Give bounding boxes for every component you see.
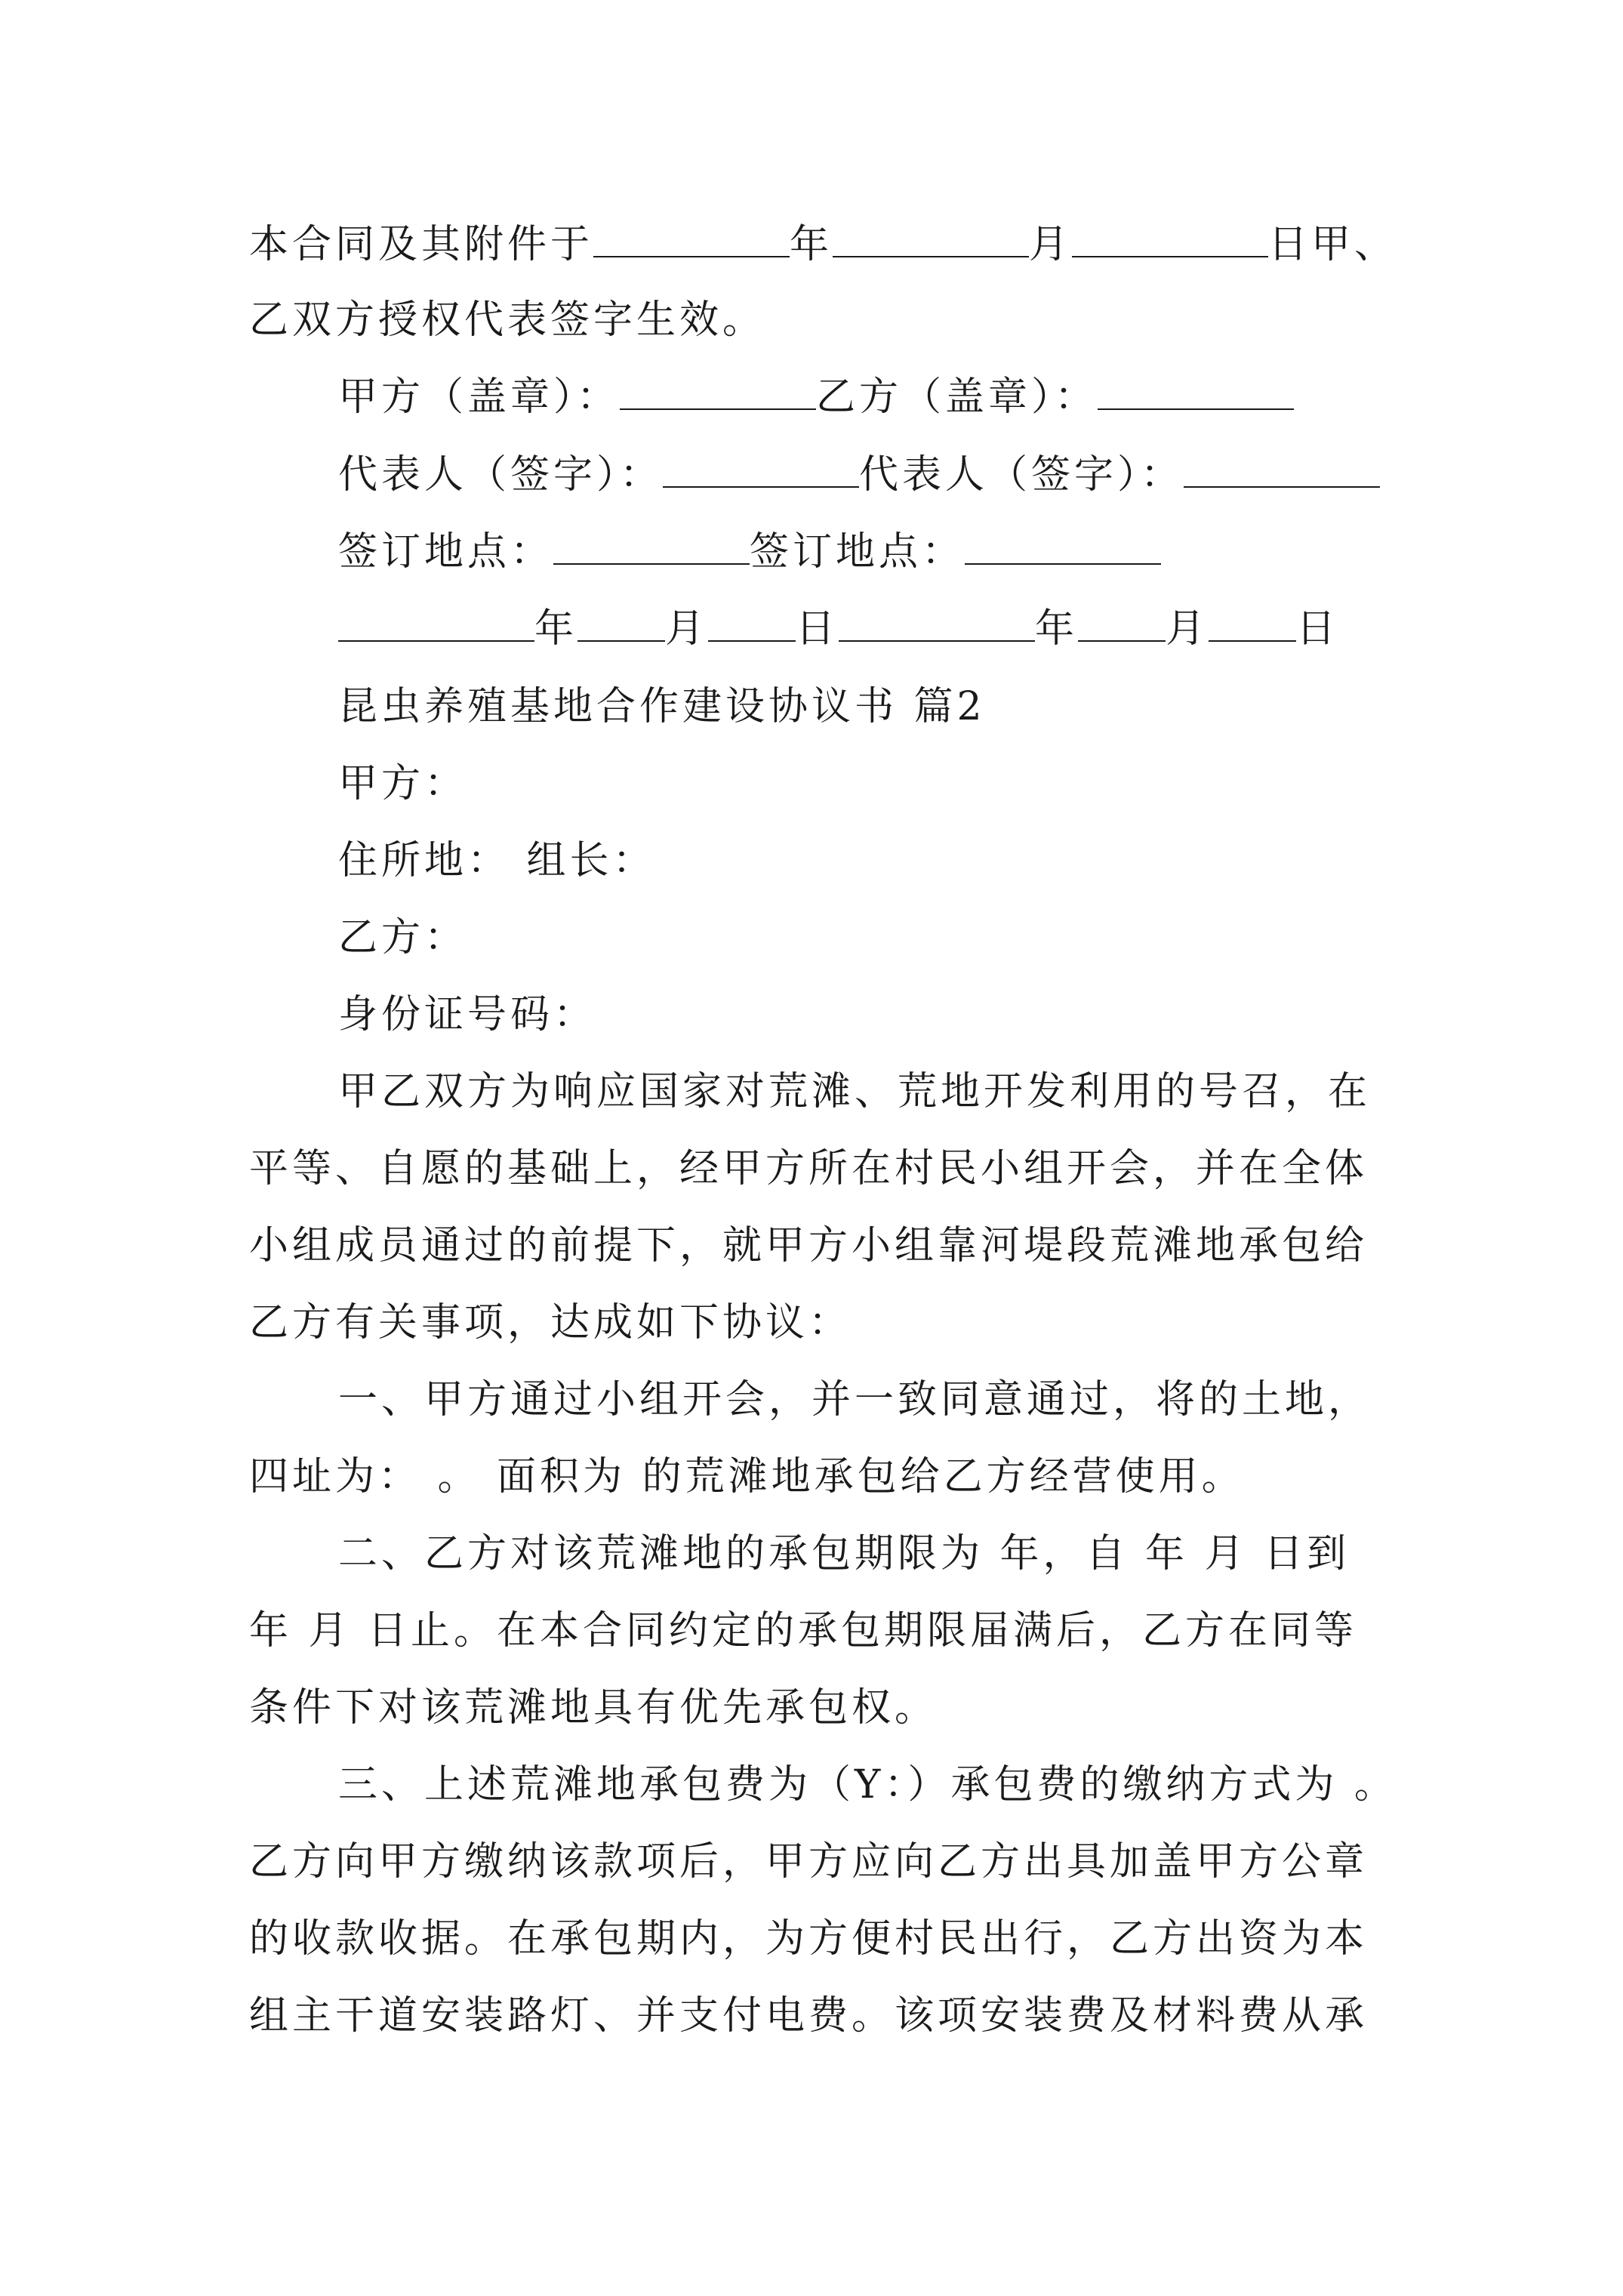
date-b-month-blank [1078, 606, 1166, 642]
signing-date-line [338, 605, 1339, 653]
year-blank [593, 221, 790, 257]
intro-line-2: 平等、自愿的基础上，经甲方所在村民小组开会，并在全体 [249, 1146, 1369, 1191]
effect-day-label: 日甲、 [1268, 222, 1398, 267]
date-b-day: 日 [1296, 606, 1340, 652]
representative-line [338, 451, 1380, 499]
clause-1-line-2: 四址为： 。 面积为 的荒滩地承包给乙方经营使用。 [249, 1454, 1245, 1499]
intro-line-3: 小组成员通过的前提下，就甲方小组靠河堤段荒滩地承包给 [249, 1223, 1369, 1268]
clause-3-line-1: 三、上述荒滩地承包费为（Y：）承包费的缴纳方式为 。 [338, 1762, 1397, 1808]
date-a-month-blank [577, 606, 665, 642]
place-b-blank [965, 529, 1161, 565]
rep-a-label: 代表人（签字）： [338, 452, 664, 498]
intro-line-4: 乙方有关事项，达成如下协议： [249, 1300, 852, 1345]
date-a-year: 年 [534, 606, 578, 652]
clause-2-line-1: 二、乙方对该荒滩地的承包期限为 年，自 年 月 日到 [338, 1531, 1350, 1576]
month-blank [833, 221, 1029, 257]
rep-b-blank [1184, 451, 1380, 488]
seal-line [338, 373, 1294, 421]
party-b-seal-label: 乙方（盖章）： [816, 374, 1098, 420]
party-a-seal-blank [620, 374, 816, 410]
party-a-label: 甲方： [338, 761, 468, 806]
date-b-year-blank [839, 606, 1035, 642]
date-a-year-blank [338, 606, 534, 642]
date-b-month: 月 [1166, 606, 1209, 652]
effect-clause-line-2: 乙双方授权代表签字生效。 [249, 297, 766, 343]
section-title: 昆虫养殖基地合作建设协议书 篇2 [338, 684, 986, 729]
effect-year-label: 年 [790, 222, 833, 267]
rep-b-label: 代表人（签字）： [859, 452, 1184, 498]
signing-place-line [338, 528, 1161, 576]
rep-a-blank [663, 451, 859, 488]
clause-3-line-3: 的收款收据。在承包期内，为方便村民出行，乙方出资为本 [249, 1916, 1369, 1962]
effect-clause-line-1 [249, 220, 1397, 269]
date-a-day-blank [708, 606, 796, 642]
intro-line-1: 甲乙双方为响应国家对荒滩、荒地开发利用的号召，在 [338, 1069, 1372, 1114]
clause-3-line-2: 乙方向甲方缴纳该款项后，甲方应向乙方出具加盖甲方公章 [249, 1839, 1369, 1885]
day-blank [1072, 221, 1268, 257]
party-b-label: 乙方： [338, 915, 468, 960]
party-b-seal-blank [1098, 374, 1294, 410]
clause-1-line-1: 一、甲方通过小组开会，并一致同意通过，将的土地， [338, 1377, 1372, 1422]
party-a-seal-label: 甲方（盖章）： [338, 374, 621, 420]
place-a-blank [553, 529, 750, 565]
clause-3-line-4: 组主干道安装路灯、并支付电费。该项安装费及材料费从承 [249, 1993, 1369, 2039]
effect-prefix: 本合同及其附件于 [249, 222, 594, 267]
id-number-label: 身份证号码： [338, 992, 597, 1037]
clause-2-line-3: 条件下对该荒滩地具有优先承包权。 [249, 1685, 938, 1730]
date-a-day: 日 [796, 606, 839, 652]
place-a-label: 签订地点： [338, 529, 554, 575]
date-b-year: 年 [1035, 606, 1079, 652]
place-b-label: 签订地点： [750, 529, 965, 575]
address-line: 住所地： 组长： [338, 838, 656, 883]
date-a-month: 月 [665, 606, 709, 652]
clause-2-line-2: 年 月 日止。在本合同约定的承包期限届满后，乙方在同等 [249, 1608, 1358, 1653]
date-b-day-blank [1209, 606, 1296, 642]
effect-month-label: 月 [1029, 222, 1073, 267]
